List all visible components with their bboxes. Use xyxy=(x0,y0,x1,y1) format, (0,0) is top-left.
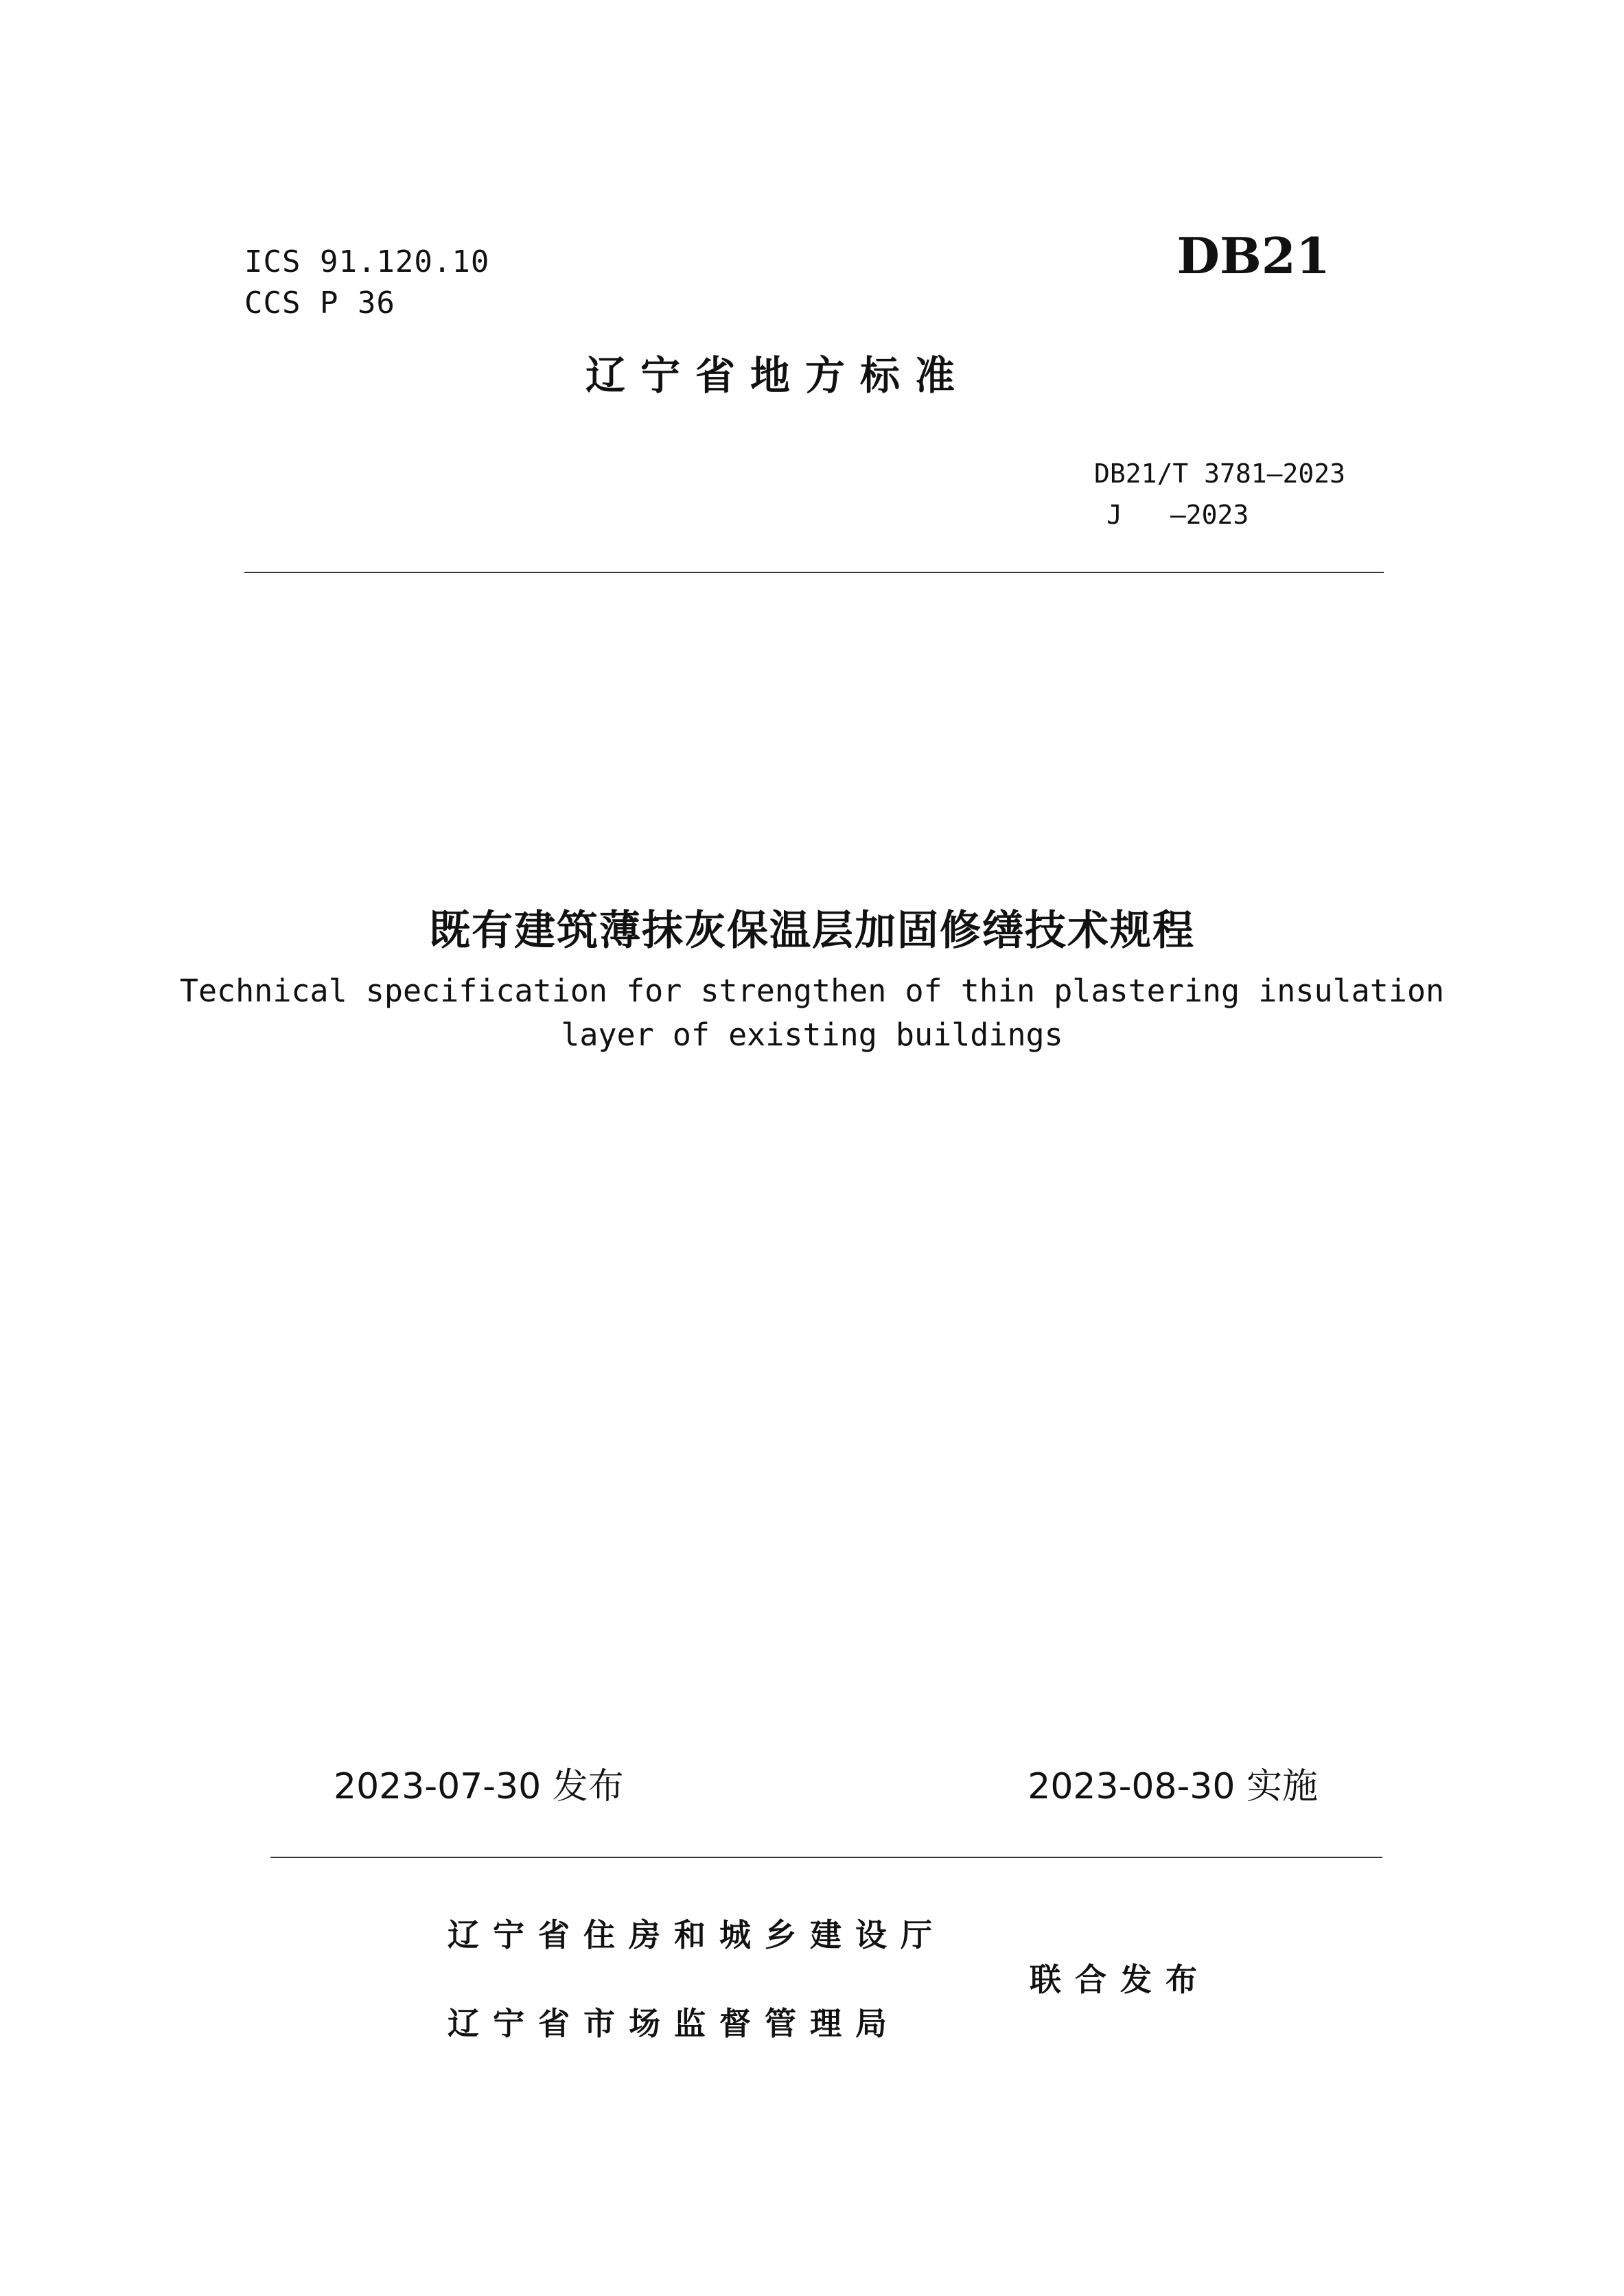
implementation-date: 2023-08-30 实施 xyxy=(1028,1766,1318,1807)
top-divider xyxy=(244,572,1384,573)
record-number xyxy=(1106,500,1249,530)
standard-type-heading xyxy=(0,343,1624,401)
title-english-line2: layer of existing buildings xyxy=(561,1017,1063,1053)
record-number-suffix: —2023 xyxy=(1170,500,1249,530)
ccs-code: CCS P 36 xyxy=(244,286,395,321)
record-number-prefix: J xyxy=(1106,500,1122,530)
standard-code-logo: DB21 xyxy=(1176,227,1330,285)
standard-number: DB21/T 3781—2023 xyxy=(1093,459,1345,489)
standard-type-text: 辽宁省地方标准 xyxy=(585,352,970,399)
bottom-divider xyxy=(270,1857,1382,1858)
release-date: 2023-07-30 发布 xyxy=(334,1766,624,1807)
issuer-market-regulation: 辽宁省市场监督管理局 xyxy=(448,2005,901,2042)
title-chinese: 既有建筑薄抹灰保温层加固修缮技术规程 xyxy=(429,907,1195,955)
title-english-line1: Technical specification for strengthen of thin plastering insulation xyxy=(179,973,1445,1009)
title-english xyxy=(0,969,1624,1057)
joint-release-label: 联合发布 xyxy=(1030,1961,1211,1998)
issuer-housing-department: 辽宁省住房和城乡建设厅 xyxy=(448,1916,946,1953)
ics-code: ICS 91.120.10 xyxy=(244,244,490,279)
